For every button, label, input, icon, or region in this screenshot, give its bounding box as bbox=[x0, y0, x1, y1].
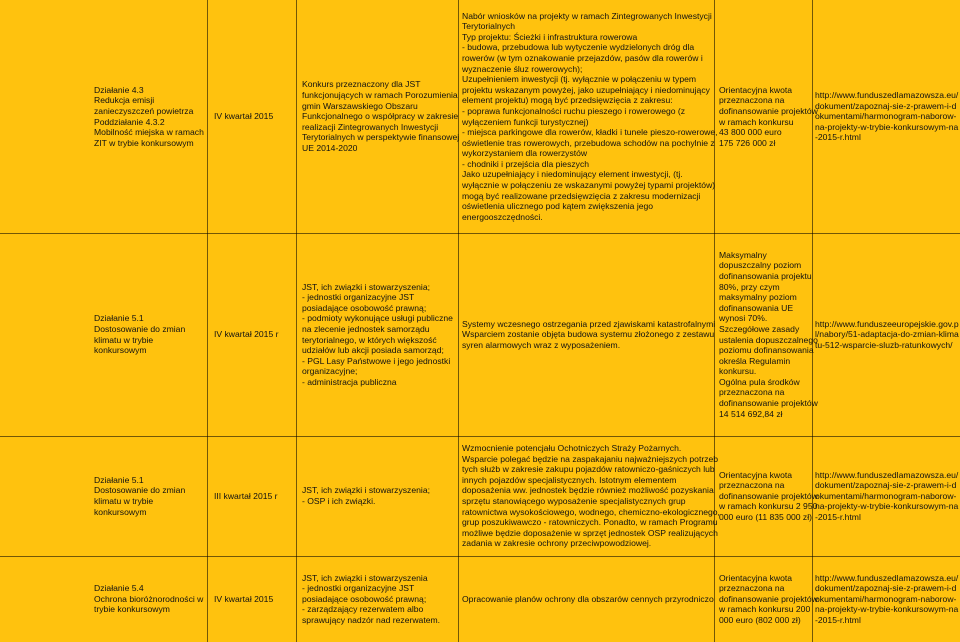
period-text: IV kwartał 2015 bbox=[214, 111, 274, 122]
scope-cell bbox=[462, 0, 720, 233]
table-row bbox=[0, 436, 960, 556]
amount-cell bbox=[719, 556, 819, 642]
table-row bbox=[0, 0, 960, 233]
amount-text: Orientacyjna kwota przeznaczona na dofinansowanie projektów w ramach konkursu 2 950 000 euro (11 835 000 zł) bbox=[719, 469, 818, 522]
program-cell bbox=[94, 0, 206, 233]
document-link[interactable]: http://www.funduszeeuropejskie.gov.pl/nabory/51-adaptacja-do-zmian-klimatu-512-wsparcie-sluzb-ratunkowych/ bbox=[815, 318, 959, 350]
program-text: Działanie 5.4 Ochrona bioróżnorodności w trybie konkursowym bbox=[94, 583, 204, 615]
program-text: Działanie 5.1 Dostosowanie do zmian klimatu w trybie konkursowym bbox=[94, 313, 186, 356]
applicants-cell bbox=[302, 556, 462, 642]
amount-cell bbox=[719, 0, 819, 233]
amount-cell bbox=[719, 233, 819, 436]
applicants-cell bbox=[302, 436, 462, 556]
document-link[interactable]: http://www.funduszedlamazowsza.eu/dokument/zapoznaj-sie-z-prawem-i-dokumentami/harmonogram-naborow-na-projekty-w-trybie-konkursowym-na-2015-r.html bbox=[815, 469, 959, 522]
amount-text: Maksymalny dopuszczalny poziom dofinansowania projektu 80%, przy czym maksymalny poziom dofinansowania UE wynosi 70%. Szczegółowe zasady ustalenia dopuszczalnego poziomu dofinansowania określa Regulamin konkursu. Ogólna pula środków przeznaczona na dofinansowanie projektów 14 514 692,84 zł bbox=[719, 249, 818, 419]
scope-text: Systemy wczesnego ostrzegania przed zjawiskami katastrofalnymi Wsparciem zostanie objęta budowa systemu złożonego z zestawu syren alarmowych wraz z wyposażeniem. bbox=[462, 318, 716, 350]
scope-cell bbox=[462, 233, 720, 436]
period-text: IV kwartał 2015 r bbox=[214, 329, 279, 340]
period-cell bbox=[214, 233, 294, 436]
applicants-text: JST, ich związki i stowarzyszenia - jednostki organizacyjne JST posiadające osobowość prawną; - zarządzający rezerwatem albo sprawujący nadzór nad rezerwatem. bbox=[302, 572, 441, 625]
program-text: Działanie 4.3 Redukcja emisji zanieczyszczeń powietrza Poddziałanie 4.3.2 Mobilność miejska w ramach ZIT w trybie konkursowym bbox=[94, 84, 204, 148]
link-cell[interactable] bbox=[815, 436, 960, 556]
period-cell bbox=[214, 436, 294, 556]
program-cell bbox=[94, 233, 206, 436]
applicants-text: JST, ich związki i stowarzyszenia; - OSP i ich związki. bbox=[302, 485, 430, 506]
scope-text: Opracowanie planów ochrony dla obszarów cennych przyrodniczo bbox=[462, 593, 714, 604]
amount-text: Orientacyjna kwota przeznaczona na dofinansowanie projektów w ramach konkursu 43 800 000 euro 175 726 000 zł bbox=[719, 84, 818, 148]
period-cell bbox=[214, 556, 294, 642]
scope-text: Wzmocnienie potencjału Ochotniczych Straży Pożarnych. Wsparcie polegać będzie na zaspakajaniu najważniejszych potrzeb tych służb w zakresie zakupu pojazdów ratowniczo-gaśniczych lub innych pojazdów specjalistycznych. Istotnym elementem doposażenia ww. jednostek będzie również możliwość pozyskania sprzętu stanowiącego wyposażenie specjalistycznych grup ratownictwa wysokościowego, wodnego, chemiczno-ekologicznego, grup poszukiwawczo - ratowniczych. Ponadto, w ramach Programu możliwe będzie doposażenie w sprzęt jednostek OSP realizujących zadania w zakresie ochrony przeciwpowodziowej. bbox=[462, 443, 720, 549]
scope-cell bbox=[462, 556, 720, 642]
period-cell bbox=[214, 0, 294, 233]
amount-text: Orientacyjna kwota przeznaczona na dofinansowanie projektów w ramach konkursu 200 000 euro (802 000 zł) bbox=[719, 572, 818, 625]
scope-cell bbox=[462, 436, 720, 556]
link-cell[interactable] bbox=[815, 556, 960, 642]
table-row bbox=[0, 233, 960, 436]
document-link[interactable]: http://www.funduszedlamazowsza.eu/dokument/zapoznaj-sie-z-prawem-i-dokumentami/harmonogram-naborow-na-projekty-w-trybie-konkursowym-na-2015-r.html bbox=[815, 572, 959, 625]
period-text: IV kwartał 2015 bbox=[214, 593, 274, 604]
program-cell bbox=[94, 436, 206, 556]
program-cell bbox=[94, 556, 206, 642]
program-text: Działanie 5.1 Dostosowanie do zmian klimatu w trybie konkursowym bbox=[94, 474, 186, 517]
link-cell[interactable] bbox=[815, 0, 960, 233]
applicants-cell bbox=[302, 233, 462, 436]
table-row bbox=[0, 556, 960, 642]
document-link[interactable]: http://www.funduszedlamazowsza.eu/dokument/zapoznaj-sie-z-prawem-i-dokumentami/harmonogram-naborow-na-projekty-w-trybie-konkursowym-na-2015-r.html bbox=[815, 90, 959, 143]
applicants-text: Konkurs przeznaczony dla JST funkcjonujących w ramach Porozumienia gmin Warszawskiego Obszaru Funkcjonalnego o współpracy w zakresie realizacji Zintegrowanych Inwestycji Terytorialnych w perspektywie finansowej UE 2014-2020 bbox=[302, 79, 460, 153]
amount-cell bbox=[719, 436, 819, 556]
link-cell[interactable] bbox=[815, 233, 960, 436]
applicants-text: JST, ich związki i stowarzyszenia; - jednostki organizacyjne JST posiadające osobowość prawną; - podmioty wykonujące usługi publiczne na zlecenie jednostek samorządu terytorialnego, w których większość udziałów lub akcji posiada samorząd; - PGL Lasy Państwowe i jego jednostki organizacyjne; - administracja publiczna bbox=[302, 281, 453, 387]
period-text: III kwartał 2015 r bbox=[214, 490, 278, 501]
scope-text: Nabór wniosków na projekty w ramach Zintegrowanych Inwestycji Terytorialnych Typ projektu: Ścieżki i infrastruktura rowerowa - budowa, przebudowa lub wytyczenie wydzielonych dróg dla rowerów (w tym oznakowanie przejazdów, pasów dla rowerów i wyznaczenie śluz rowerowych); Uzupełnieniem inwestycji (tj. wyłącznie w połączeniu w typem projektu wskazanym powyżej, jako uzupełniający i niedominujący element projektu) mogą być przedsięwzięcia z zakresu: - poprawa funkcjonalności ruchu pieszego i rowerowego (z wyłączeniem funkcji turystycznej) - miejsca parkingowe dla rowerów, kładki i tunele pieszo-rowerowe, oświetlenie tras rowerowych, przebudowa schodów na pochylnie z wykorzystaniem dla rowerzystów - chodniki i przejścia dla pieszych Jako uzupełniający i niedominujący element inwestycji, (tj. wyłącznie w połączeniu ze wskazanymi powyżej typami projektów) mogą być realizowane przedsięwzięcia z zakresu modernizacji oświetlenia ulicznego pod kątem zwiększenia jego energooszczędności. bbox=[462, 10, 718, 222]
applicants-cell bbox=[302, 0, 462, 233]
